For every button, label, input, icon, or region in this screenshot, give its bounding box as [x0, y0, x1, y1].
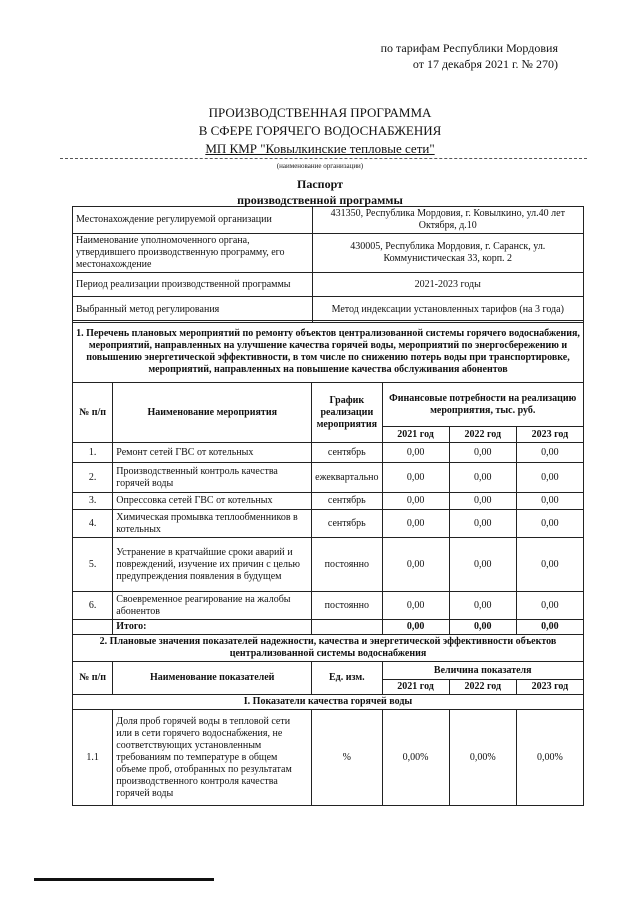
table-row: [73, 463, 584, 493]
col-number-header-2: № п/п: [73, 662, 113, 695]
row-number: 5.: [73, 538, 113, 592]
row-value: 0,00: [382, 510, 449, 538]
row-value: 0,00: [516, 463, 583, 493]
passport-value: Метод индексации установленных тарифов (на 3 года): [312, 297, 583, 323]
section2-title: 2. Плановые значения показателей надежности, качества и энергетической эффективности объектов централизованной системы водоснабжения: [73, 635, 584, 662]
total-value: 0,00: [449, 620, 516, 635]
title-line-2: В СФЕРЕ ГОРЯЧЕГО ВОДОСНАБЖЕНИЯ: [198, 123, 442, 138]
table-row: [73, 538, 584, 592]
passport-value: 431350, Республика Мордовия, г. Ковылкино, ул.40 лет Октября, д.10: [312, 207, 583, 234]
row-value: 0,00: [382, 443, 449, 463]
col-number-header: № п/п: [73, 383, 113, 443]
row-value: 0,00: [449, 510, 516, 538]
row-schedule: сентябрь: [312, 510, 382, 538]
row-number: 3.: [73, 493, 113, 510]
col-finance-header: Финансовые потребности на реализацию мероприятия, тыс. руб.: [382, 383, 584, 427]
row-name: Ремонт сетей ГВС от котельных: [113, 443, 312, 463]
header-line-2: от 17 декабря 2021 г. № 270): [412, 57, 558, 71]
table-row: [73, 443, 584, 463]
row-value: 0,00: [449, 592, 516, 620]
row-value: 0,00: [516, 443, 583, 463]
passport-row: [73, 234, 584, 273]
row-name: Устранение в кратчайшие сроки аварий и повреждений, изучение их причин с целью предупреждения появления в будущем: [113, 538, 312, 592]
col-indicator-header: Наименование показателей: [113, 662, 312, 695]
quality-subsection-title: I. Показатели качества горячей воды: [73, 695, 584, 710]
passport-subtitle: производственной программы: [237, 193, 403, 207]
passport-label: Наименование уполномоченного органа, утвердившего производственную программу, его местонахождение: [73, 234, 313, 273]
row-number: 4.: [73, 510, 113, 538]
row-number: 6.: [73, 592, 113, 620]
row-name: Доля проб горячей воды в тепловой сети или в сети горячего водоснабжения, не соответствующих установленным требованиям по температуре в общем объеме проб, отобранных по результатам производственного контроля качества горячей воды: [113, 710, 312, 806]
year-header: 2023 год: [516, 427, 583, 443]
footer-bar: [34, 878, 214, 881]
row-value: 0,00: [516, 592, 583, 620]
dashed-rule: [60, 158, 587, 159]
title-line-1: ПРОИЗВОДСТВЕННАЯ ПРОГРАММА: [208, 105, 432, 120]
year-header: 2022 год: [449, 427, 516, 443]
organization-name: МП КМР "Ковылкинские тепловые сети": [205, 141, 435, 156]
passport-label: Выбранный метод регулирования: [73, 297, 313, 323]
passport-label: Местонахождение регулируемой организации: [73, 207, 313, 234]
section1-title: 1. Перечень плановых мероприятий по ремонту объектов централизованной системы горячего водоснабжения, мероприятий, направленных на улучшение качества горячей воды, мероприятий по энергосбережению и повышению энергетической эффективности, в том числе по снижению потерь воды при транспортировке, мероприятий, направленных на повышение качества обслуживания абонентов: [73, 321, 584, 383]
organization-note: (наименование организации): [276, 162, 364, 170]
program-title: [0, 104, 640, 158]
row-schedule: сентябрь: [312, 443, 382, 463]
total-row: [73, 620, 584, 635]
row-value: 0,00%: [382, 710, 449, 806]
total-label: Итого:: [113, 620, 312, 635]
measures-table: [72, 320, 584, 806]
passport-row: [73, 297, 584, 323]
row-unit: %: [312, 710, 382, 806]
row-value: 0,00: [516, 493, 583, 510]
table-row: [73, 493, 584, 510]
passport-label: Период реализации производственной программы: [73, 273, 313, 297]
table-row: [73, 592, 584, 620]
row-value: 0,00%: [449, 710, 516, 806]
year-header: 2021 год: [382, 427, 449, 443]
row-value: 0,00: [449, 538, 516, 592]
row-value: 0,00: [382, 493, 449, 510]
row-name: Химическая промывка теплообменников в котельных: [113, 510, 312, 538]
header-line-1: по тарифам Республики Мордовия: [380, 41, 558, 55]
row-name: Производственный контроль качества горячей воды: [113, 463, 312, 493]
row-value: 0,00: [516, 538, 583, 592]
total-value: 0,00: [516, 620, 583, 635]
row-value: 0,00: [449, 443, 516, 463]
passport-title: Паспорт: [297, 177, 343, 191]
row-schedule: ежеквартально: [312, 463, 382, 493]
col-schedule-header: График реализации мероприятия: [312, 383, 382, 443]
col-value-header: Величина показателя: [382, 662, 584, 680]
passport-row: [73, 273, 584, 297]
document-header: [381, 40, 558, 72]
passport-value: 430005, Республика Мордовия, г. Саранск, ул. Коммунистическая 33, корп. 2: [312, 234, 583, 273]
year-header: 2021 год: [382, 680, 449, 695]
row-name: Опрессовка сетей ГВС от котельных: [113, 493, 312, 510]
row-number: 1.: [73, 443, 113, 463]
passport-row: [73, 207, 584, 234]
row-name: Своевременное реагирование на жалобы абонентов: [113, 592, 312, 620]
row-value: 0,00%: [516, 710, 583, 806]
table-row: [73, 510, 584, 538]
table-row: [73, 710, 584, 806]
col-unit-header: Ед. изм.: [312, 662, 382, 695]
row-schedule: постоянно: [312, 592, 382, 620]
row-number: 2.: [73, 463, 113, 493]
passport-table: [72, 206, 584, 323]
row-value: 0,00: [382, 592, 449, 620]
row-value: 0,00: [449, 493, 516, 510]
row-value: 0,00: [382, 463, 449, 493]
row-value: 0,00: [516, 510, 583, 538]
year-header: 2023 год: [516, 680, 583, 695]
year-header: 2022 год: [449, 680, 516, 695]
col-name-header: Наименование мероприятия: [113, 383, 312, 443]
row-schedule: постоянно: [312, 538, 382, 592]
row-value: 0,00: [449, 463, 516, 493]
passport-heading: [0, 176, 640, 208]
total-value: 0,00: [382, 620, 449, 635]
row-value: 0,00: [382, 538, 449, 592]
row-schedule: сентябрь: [312, 493, 382, 510]
row-number: 1.1: [73, 710, 113, 806]
passport-value: 2021-2023 годы: [312, 273, 583, 297]
